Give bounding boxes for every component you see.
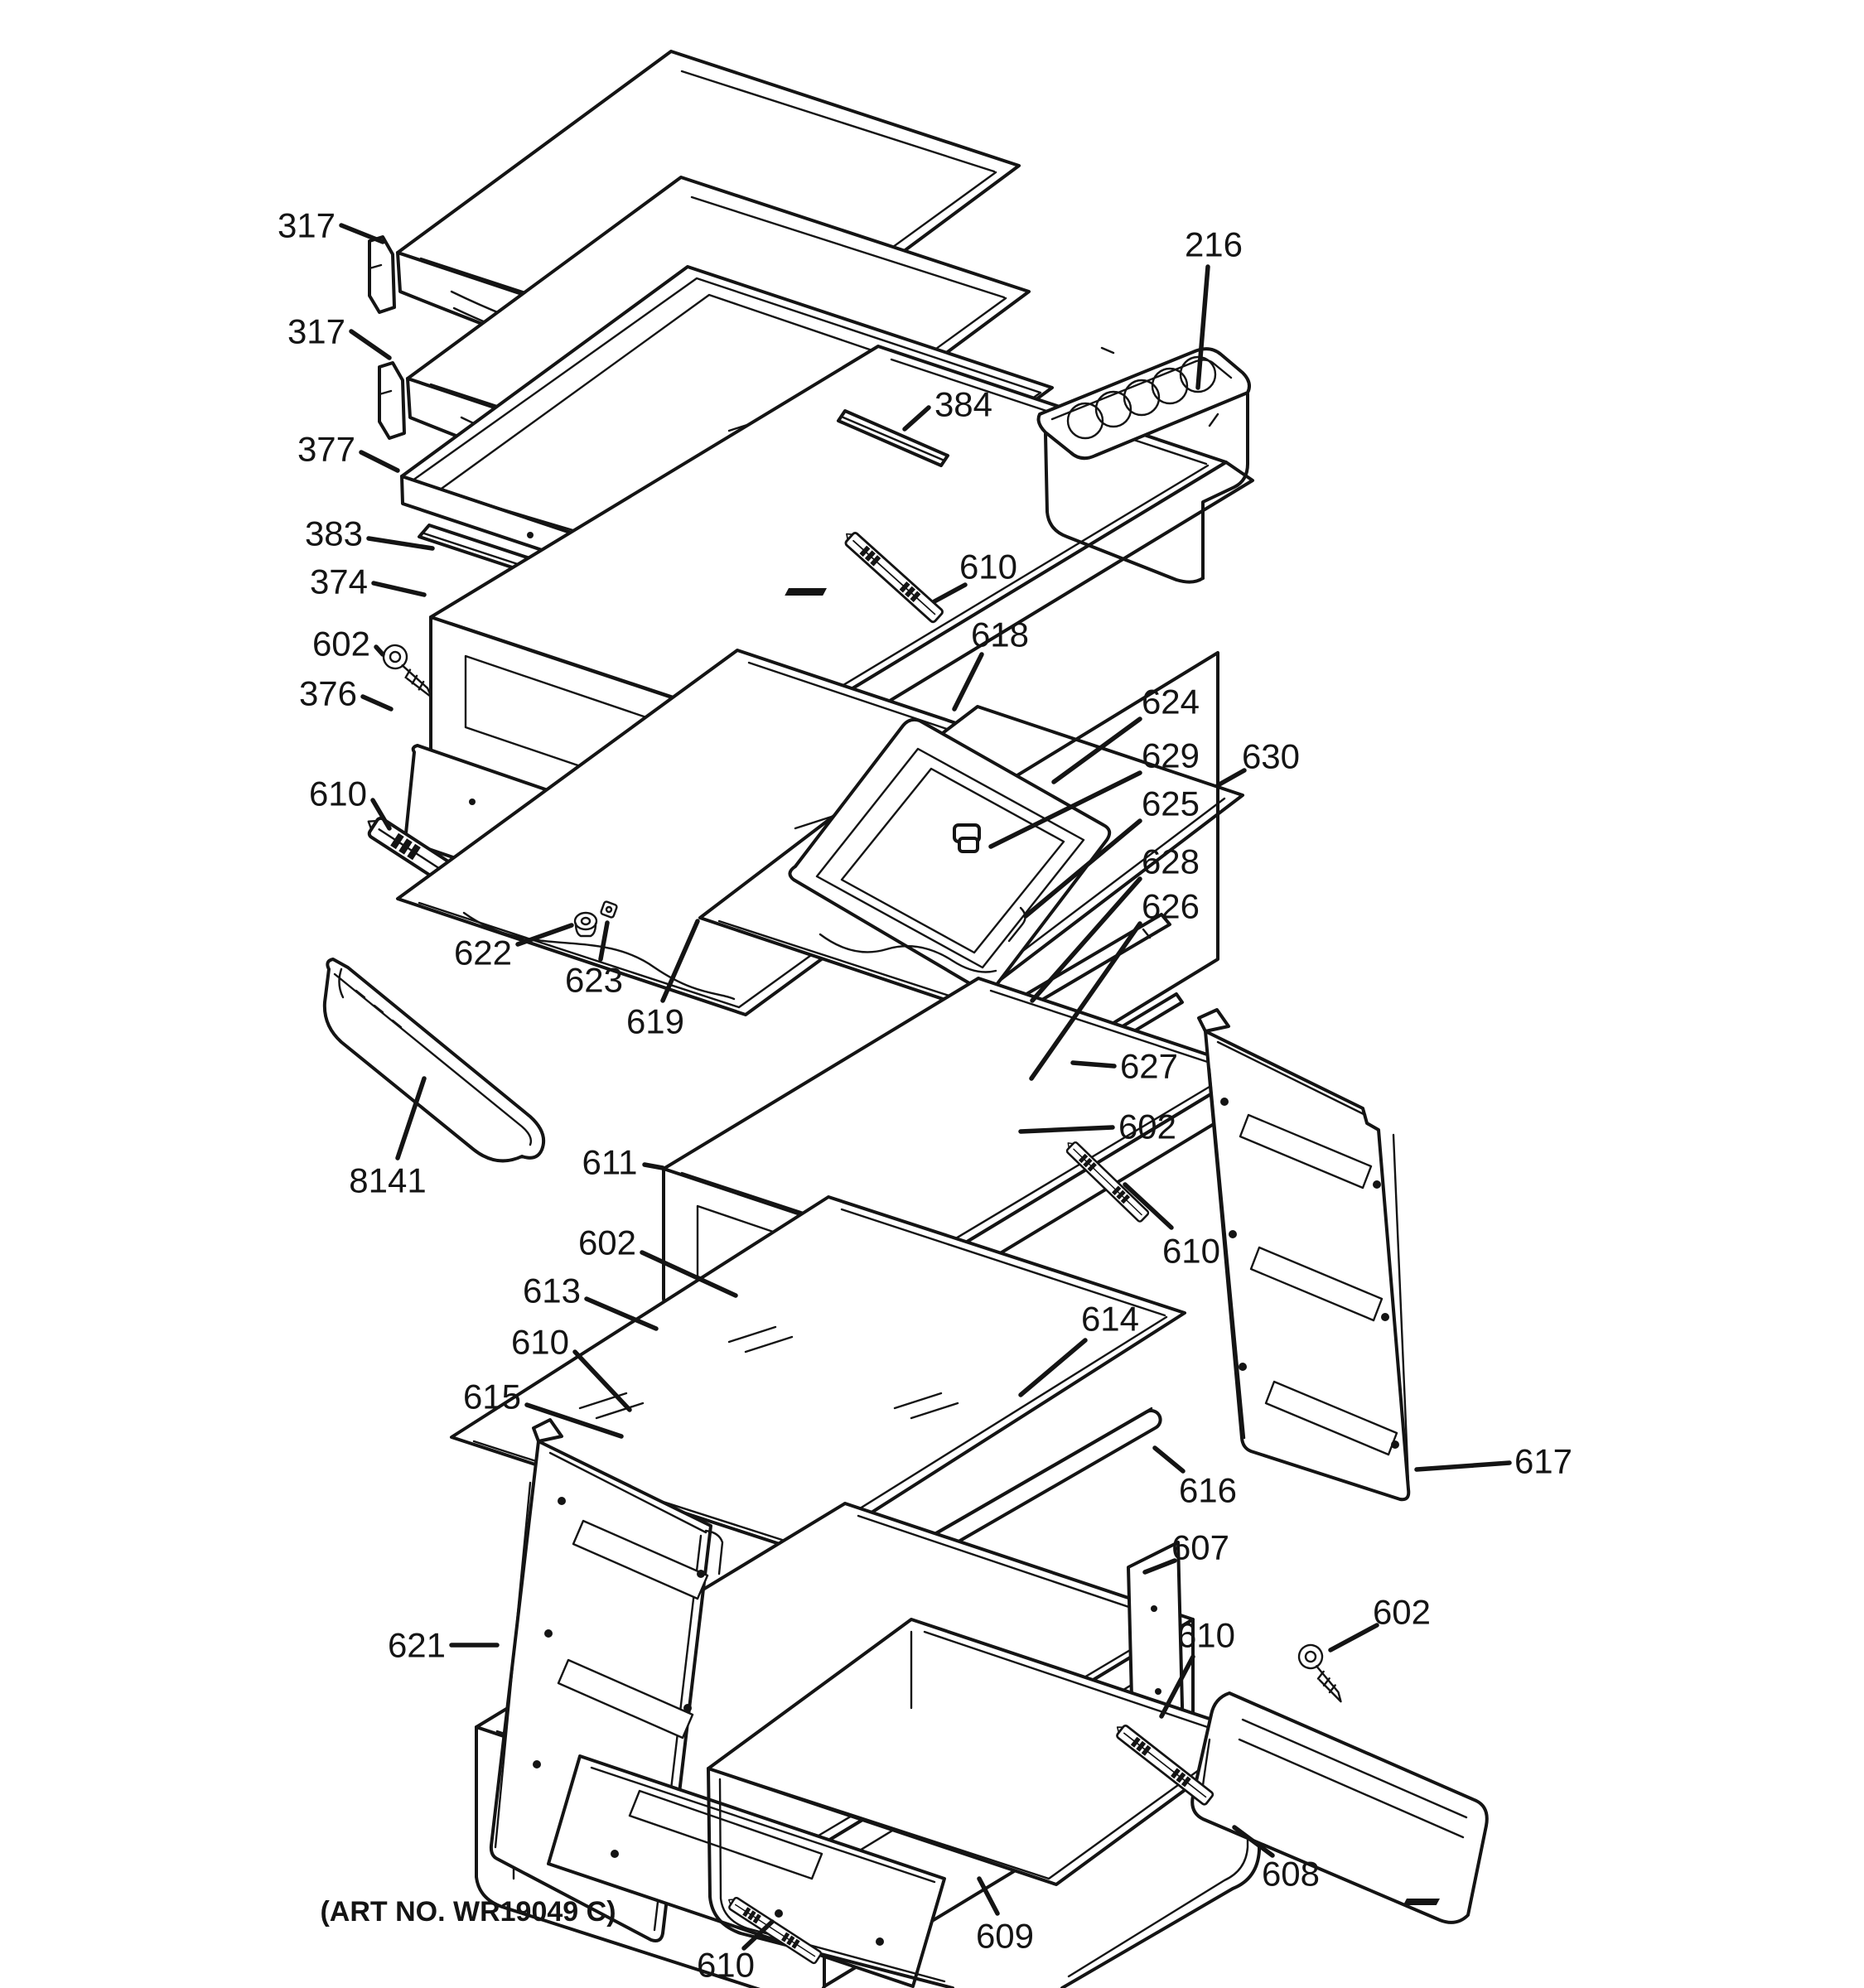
part-label-317-1: 317 — [287, 311, 346, 351]
leader-line-617-33 — [1417, 1463, 1509, 1469]
part-623-nut — [601, 901, 618, 919]
part-label-611-24: 611 — [582, 1142, 638, 1182]
leader-line-317-1 — [351, 331, 389, 358]
part-label-8141-21: 8141 — [349, 1160, 427, 1200]
part-label-610-7: 610 — [308, 774, 368, 813]
leader-line-611-24 — [645, 1165, 663, 1168]
part-label-614-30: 614 — [1080, 1299, 1140, 1339]
part-label-383-3: 383 — [304, 514, 364, 553]
screw-602-d — [1290, 1643, 1354, 1701]
part-label-617-33: 617 — [1514, 1441, 1573, 1481]
part-label-610-29: 610 — [1161, 1231, 1221, 1271]
part-label-625-15: 625 — [1141, 784, 1200, 823]
part-label-628-16: 628 — [1141, 842, 1200, 881]
part-label-610-10: 610 — [959, 547, 1018, 586]
part-label-626-17: 626 — [1141, 886, 1200, 926]
leader-line-383-3 — [369, 538, 432, 548]
part-label-610-27: 610 — [510, 1322, 570, 1362]
part-617-side-panel — [1199, 1010, 1408, 1499]
part-label-627-22: 627 — [1119, 1046, 1179, 1086]
part-label-374-4: 374 — [309, 562, 369, 601]
part-label-216-8: 216 — [1184, 224, 1243, 264]
part-label-621-36: 621 — [387, 1625, 447, 1665]
part-label-623-19: 623 — [564, 960, 624, 1000]
part-label-616-31: 616 — [1178, 1470, 1238, 1510]
leader-line-618-11 — [954, 654, 982, 709]
leader-line-377-2 — [361, 452, 398, 470]
leader-line-630-14 — [1218, 770, 1244, 785]
part-label-609-38: 609 — [975, 1916, 1035, 1956]
part-label-618-11: 618 — [970, 615, 1030, 654]
part-label-317-0: 317 — [277, 205, 336, 245]
leader-line-602-34 — [1330, 1625, 1377, 1650]
art-number-caption: (ART NO. WR19049 C) — [320, 1896, 616, 1928]
part-label-624-12: 624 — [1141, 682, 1200, 721]
part-label-602-25: 602 — [577, 1223, 637, 1262]
leader-line-317-0 — [341, 225, 383, 242]
part-label-622-18: 622 — [453, 933, 513, 972]
part-label-607-32: 607 — [1171, 1527, 1230, 1567]
part-label-619-20: 619 — [625, 1001, 685, 1041]
screw-602-a — [379, 644, 437, 697]
part-label-384-9: 384 — [934, 384, 993, 424]
part-label-610-35: 610 — [1176, 1615, 1236, 1655]
part-label-613-26: 613 — [522, 1271, 582, 1310]
leader-line-616-31 — [1155, 1448, 1183, 1471]
part-label-602-34: 602 — [1372, 1592, 1432, 1632]
part-label-615-28: 615 — [462, 1377, 522, 1416]
part-label-377-2: 377 — [297, 429, 356, 469]
leader-line-376-6 — [363, 697, 391, 709]
part-label-629-13: 629 — [1141, 736, 1200, 775]
part-label-610-39: 610 — [696, 1945, 756, 1985]
part-label-630-14: 630 — [1241, 736, 1301, 776]
part-label-602-5: 602 — [311, 624, 371, 663]
part-8141-trim — [325, 959, 543, 1160]
part-label-602-23: 602 — [1118, 1107, 1177, 1146]
diagram-artwork — [325, 51, 1487, 1988]
leader-line-602-5 — [376, 647, 383, 654]
part-629-knob — [954, 825, 979, 852]
part-label-376-6: 376 — [298, 673, 358, 713]
part-label-608-37: 608 — [1261, 1854, 1321, 1894]
leader-line-374-4 — [374, 583, 424, 595]
